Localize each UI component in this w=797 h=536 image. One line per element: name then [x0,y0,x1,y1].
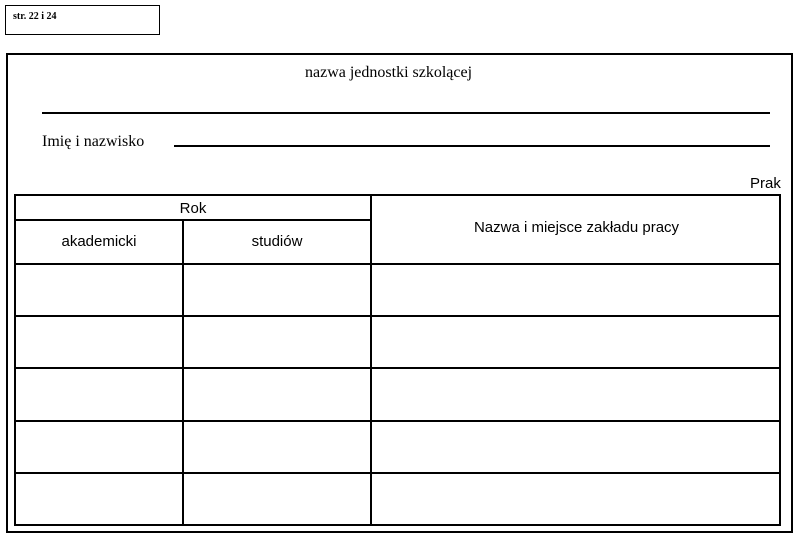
cell-academic-year[interactable] [16,369,182,420]
table-row [16,317,781,367]
cell-academic-year[interactable] [16,422,182,472]
cell-academic-year[interactable] [16,474,182,524]
header-academic-year: akademicki [61,233,137,250]
cell-study-year[interactable] [184,265,370,315]
table-row [16,369,781,420]
cell-workplace[interactable] [372,317,781,367]
unit-name-line[interactable] [42,112,770,114]
page-reference-box [5,5,160,35]
table-row [16,265,781,315]
practice-table [14,194,781,526]
unit-name-label: nazwa jednostki szkolącej [305,64,473,81]
cell-workplace[interactable] [372,265,781,315]
table-rok-underline [16,219,370,221]
cell-study-year[interactable] [184,369,370,420]
cell-study-year[interactable] [184,474,370,524]
cell-academic-year[interactable] [16,317,182,367]
cell-academic-year[interactable] [16,265,182,315]
cell-workplace[interactable] [372,369,781,420]
table-row [16,474,781,524]
cell-workplace[interactable] [372,422,781,472]
header-study-year: studiów [251,233,303,250]
table-row [16,422,781,472]
page-reference-text: str. 22 i 24 [13,11,57,22]
full-name-line[interactable] [174,145,770,147]
section-label: Prak [750,175,781,192]
full-name-label: Imię i nazwisko [42,133,145,150]
cell-workplace[interactable] [372,474,781,524]
header-rok: Rok [179,200,207,217]
cell-study-year[interactable] [184,422,370,472]
cell-study-year[interactable] [184,317,370,367]
header-workplace: Nazwa i miejsce zakładu pracy [473,219,680,236]
